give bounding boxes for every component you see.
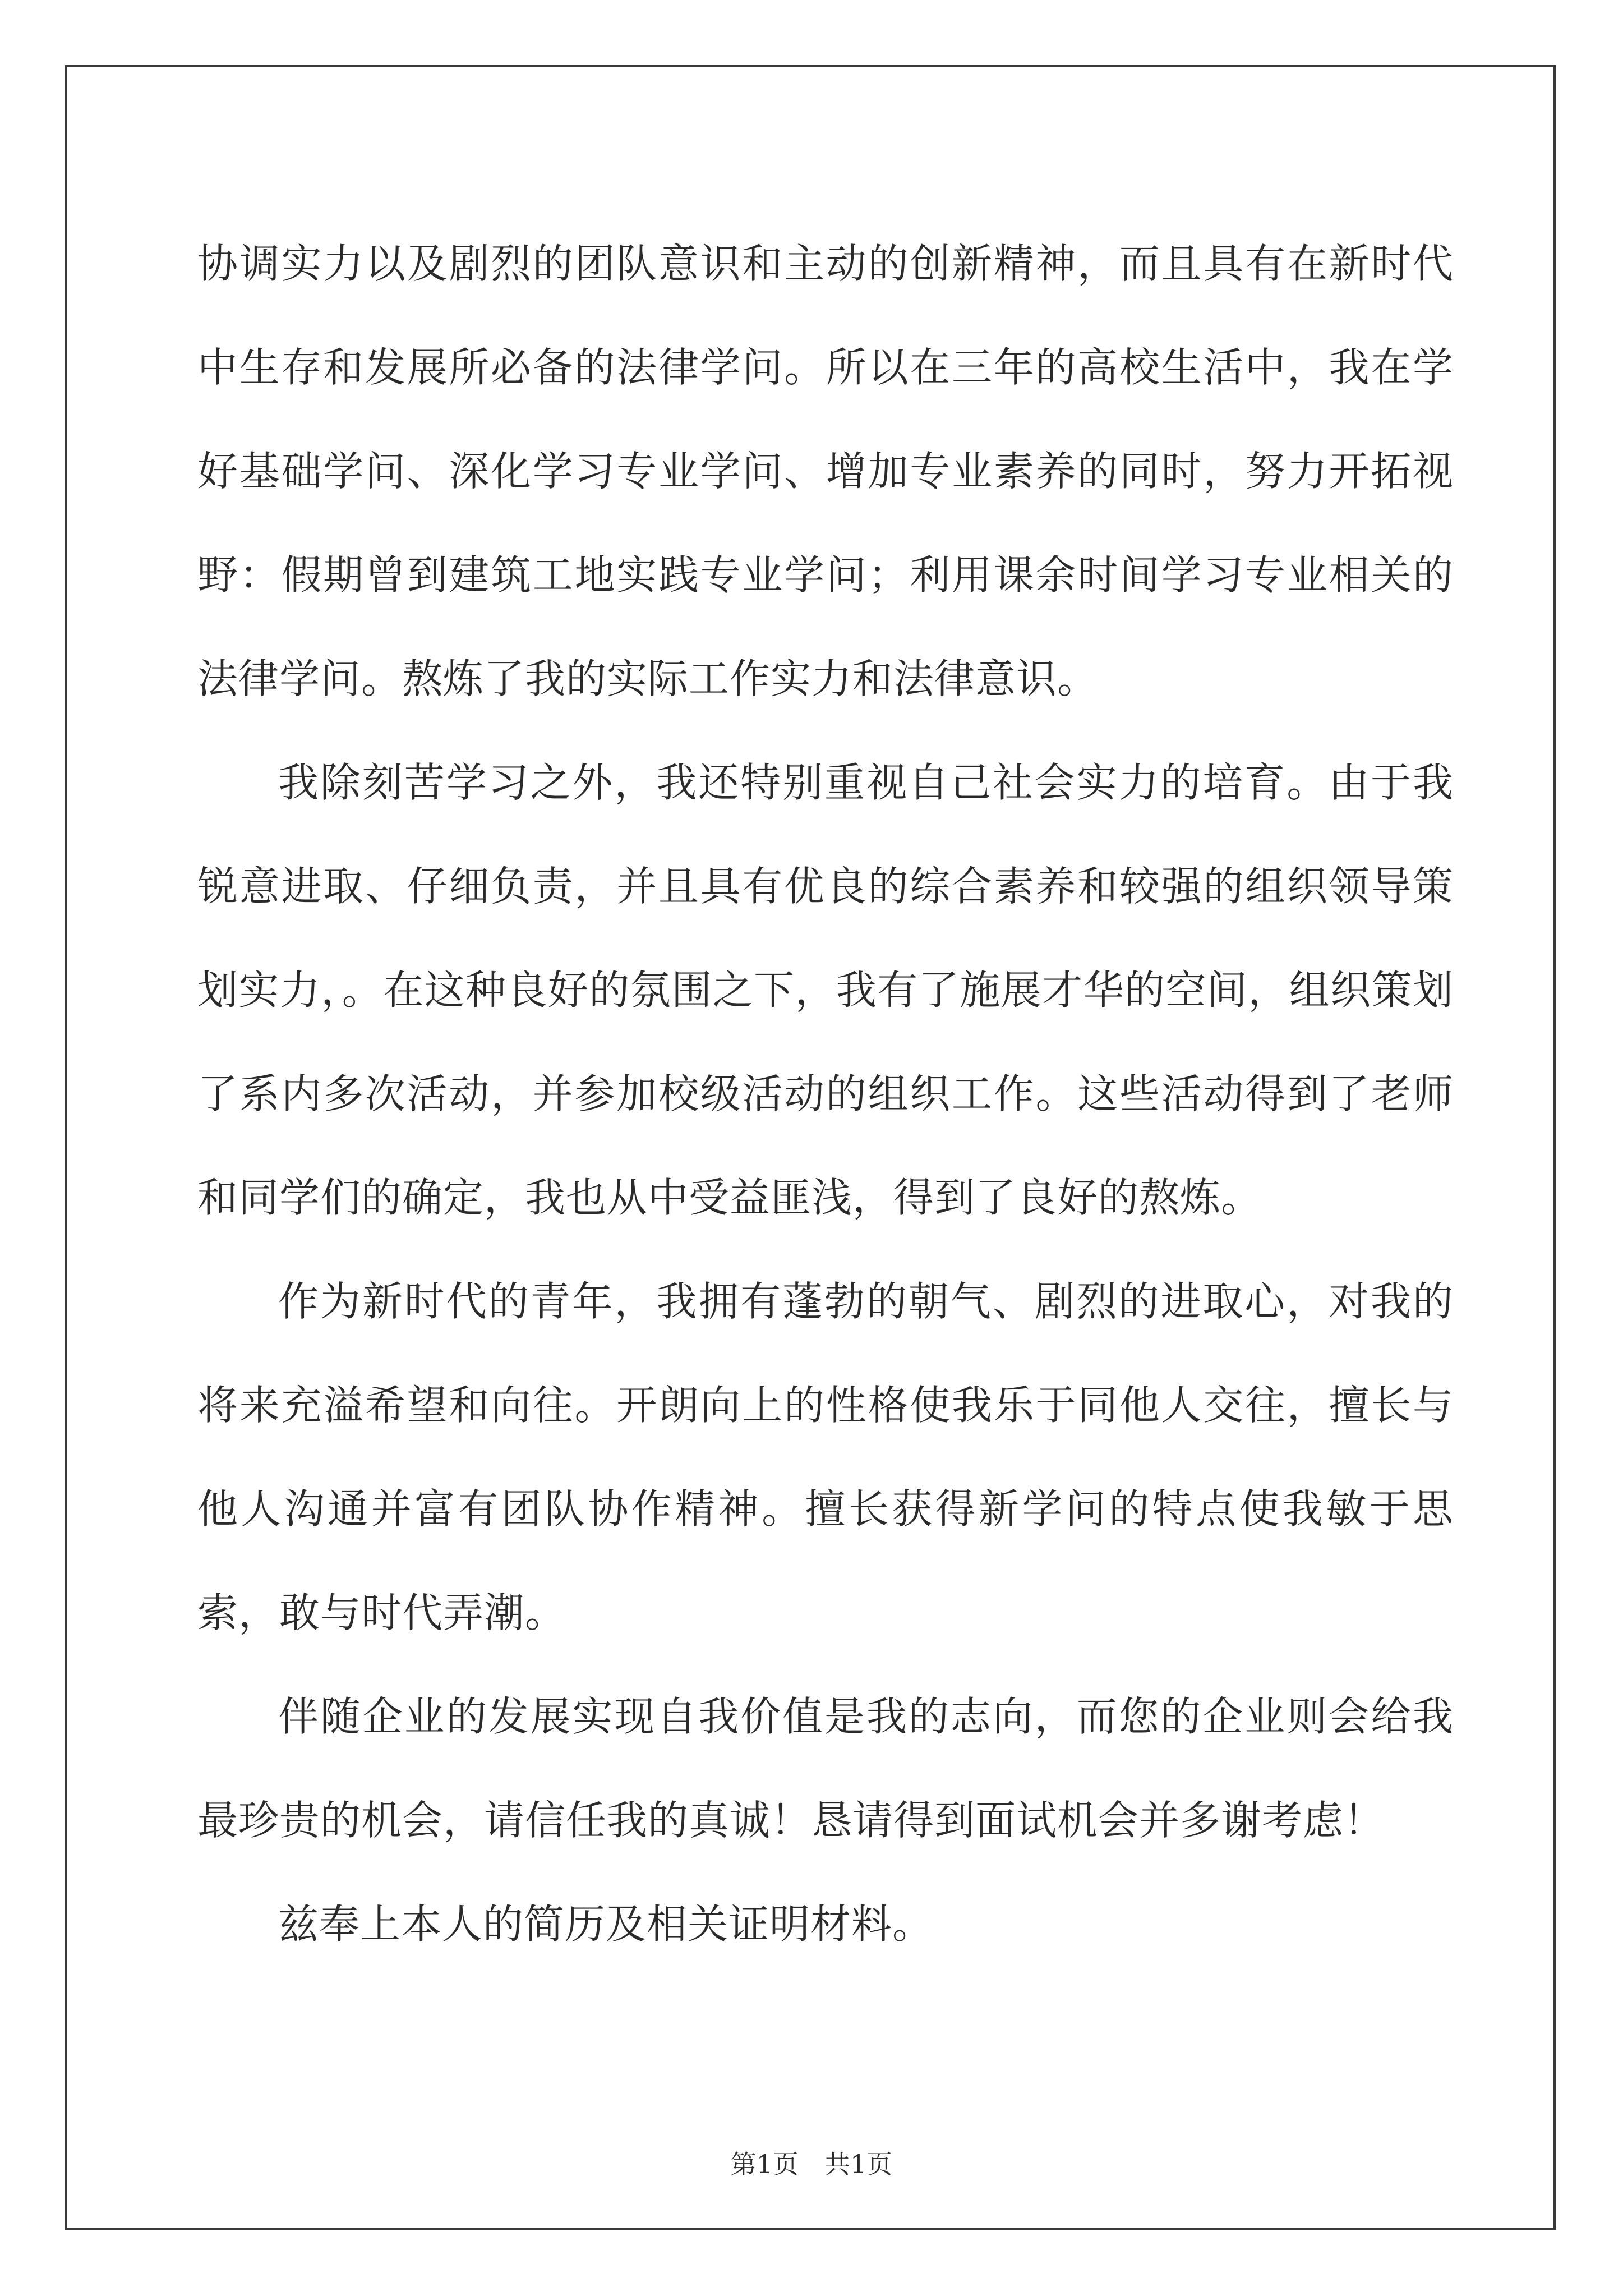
page-total: 共1页	[824, 2149, 893, 2179]
paragraph-2: 我除刻苦学习之外，我还特别重视自己社会实力的培育。由于我锐意进取、仔细负责，并且具有优良的综合素养和较强的组织领导策划实力，。在这种良好的氛围之下，我有了施展才华的空间，组织策划了系内多次活动，并参加校级活动的组织工作。这些活动得到了老师和同学们的确定，我也从中受益匪浅，得到了良好的熬炼。	[197, 759, 1454, 1221]
document-body	[197, 212, 1454, 1976]
page-number: 第1页	[730, 2149, 799, 2179]
paragraph-3: 作为新时代的青年，我拥有蓬勃的朝气、剧烈的进取心，对我的将来充溢希望和向往。开朗向上的性格使我乐于同他人交往，擅长与他人沟通并富有团队协作精神。擅长获得新学问的特点使我敏于思索，敢与时代弄潮。	[197, 1278, 1454, 1636]
paragraph-1: 协调实力以及剧烈的团队意识和主动的创新精神，而且具有在新时代中生存和发展所必备的法律学问。所以在三年的高校生活中，我在学好基础学问、深化学习专业学问、增加专业素养的同时，努力开拓视野：假期曾到建筑工地实践专业学问；利用课余时间学习专业相关的法律学问。熬炼了我的实际工作实力和法律意识。	[197, 240, 1454, 702]
paragraph-4: 伴随企业的发展实现自我价值是我的志向，而您的企业则会给我最珍贵的机会，请信任我的真诚！恳请得到面试机会并多谢考虑！	[197, 1693, 1454, 1844]
page-footer	[0, 2147, 1623, 2181]
paragraph-5: 兹奉上本人的简历及相关证明材料。	[278, 1901, 934, 1948]
